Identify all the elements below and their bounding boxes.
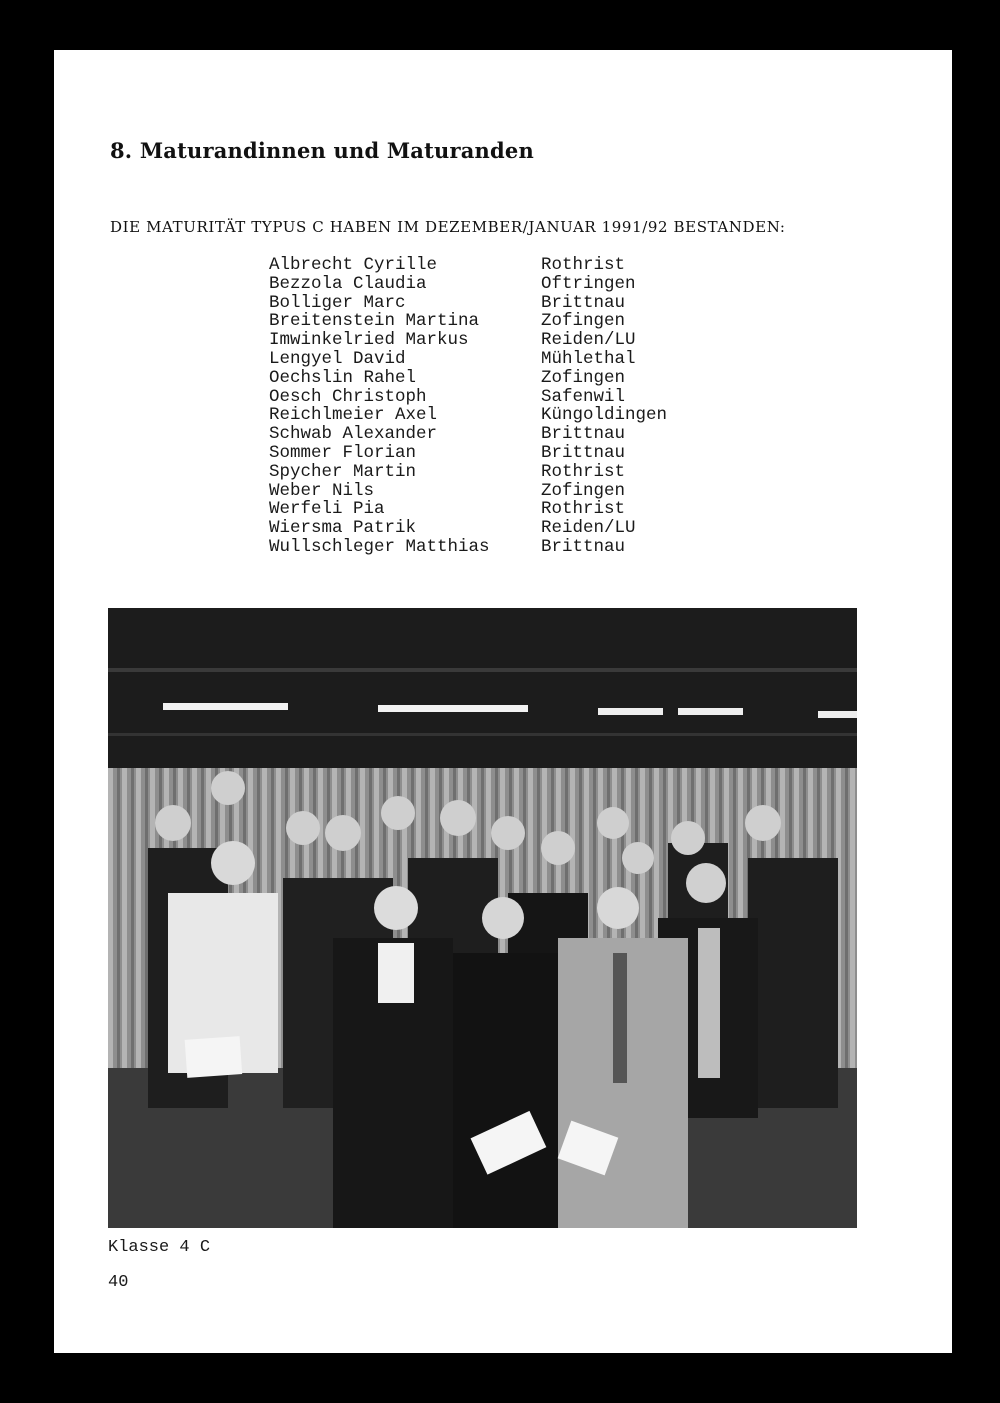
graduate-name: Breitenstein Martina bbox=[269, 311, 480, 332]
graduate-row bbox=[269, 500, 667, 519]
graduate-name: Schwab Alexander bbox=[269, 424, 438, 445]
graduate-name: Bolliger Marc bbox=[269, 292, 406, 313]
graduate-town: Zofingen bbox=[541, 311, 626, 332]
graduate-list bbox=[269, 256, 667, 557]
document-page bbox=[54, 50, 952, 1353]
section-subheading: DIE MATURITÄT TYPUS C HABEN IM DEZEMBER/JANUAR 1991/92 BESTANDEN: bbox=[110, 218, 786, 236]
graduate-row bbox=[269, 406, 667, 425]
graduate-name: Werfeli Pia bbox=[269, 499, 385, 520]
graduate-town: Zofingen bbox=[541, 367, 626, 388]
graduate-name: Bezzola Claudia bbox=[269, 273, 427, 294]
graduate-name: Oesch Christoph bbox=[269, 386, 427, 407]
graduate-name: Weber Nils bbox=[269, 480, 375, 501]
graduate-name: Imwinkelried Markus bbox=[269, 330, 469, 351]
graduate-name: Albrecht Cyrille bbox=[269, 255, 438, 275]
graduate-town: Reiden/LU bbox=[541, 518, 636, 539]
graduate-row bbox=[269, 331, 667, 350]
graduate-name: Wiersma Patrik bbox=[269, 518, 417, 539]
graduate-row bbox=[269, 256, 667, 275]
graduate-town: Brittnau bbox=[541, 442, 626, 463]
graduate-town: Brittnau bbox=[541, 292, 626, 313]
page-number: 40 bbox=[108, 1273, 129, 1292]
graduate-row bbox=[269, 482, 667, 501]
graduate-town: Rothrist bbox=[541, 255, 626, 275]
graduate-row bbox=[269, 369, 667, 388]
graduate-row bbox=[269, 350, 667, 369]
graduate-row bbox=[269, 425, 667, 444]
graduate-name: Sommer Florian bbox=[269, 442, 417, 463]
graduate-row bbox=[269, 312, 667, 331]
graduate-row bbox=[269, 463, 667, 482]
graduate-name: Spycher Martin bbox=[269, 461, 417, 482]
graduate-town: Rothrist bbox=[541, 499, 626, 520]
graduate-town: Brittnau bbox=[541, 424, 626, 445]
graduate-row bbox=[269, 519, 667, 538]
graduate-row bbox=[269, 294, 667, 313]
section-heading: 8. Maturandinnen und Maturanden bbox=[110, 138, 534, 163]
graduate-name: Reichlmeier Axel bbox=[269, 405, 438, 426]
graduate-town: Mühlethal bbox=[541, 348, 636, 369]
graduate-town: Zofingen bbox=[541, 480, 626, 501]
photo-caption: Klasse 4 C bbox=[108, 1238, 211, 1257]
graduate-row bbox=[269, 444, 667, 463]
graduate-town: Rothrist bbox=[541, 461, 626, 482]
class-photo bbox=[108, 608, 857, 1228]
graduate-town: Reiden/LU bbox=[541, 330, 636, 351]
graduate-town: Safenwil bbox=[541, 386, 626, 407]
graduate-row bbox=[269, 275, 667, 294]
graduate-name: Wullschleger Matthias bbox=[269, 536, 490, 557]
graduate-name: Lengyel David bbox=[269, 348, 406, 369]
graduate-row bbox=[269, 538, 667, 557]
graduate-row bbox=[269, 388, 667, 407]
graduate-town: Küngoldingen bbox=[541, 405, 668, 426]
graduate-town: Brittnau bbox=[541, 536, 626, 557]
graduate-name: Oechslin Rahel bbox=[269, 367, 417, 388]
graduate-town: Oftringen bbox=[541, 273, 636, 294]
